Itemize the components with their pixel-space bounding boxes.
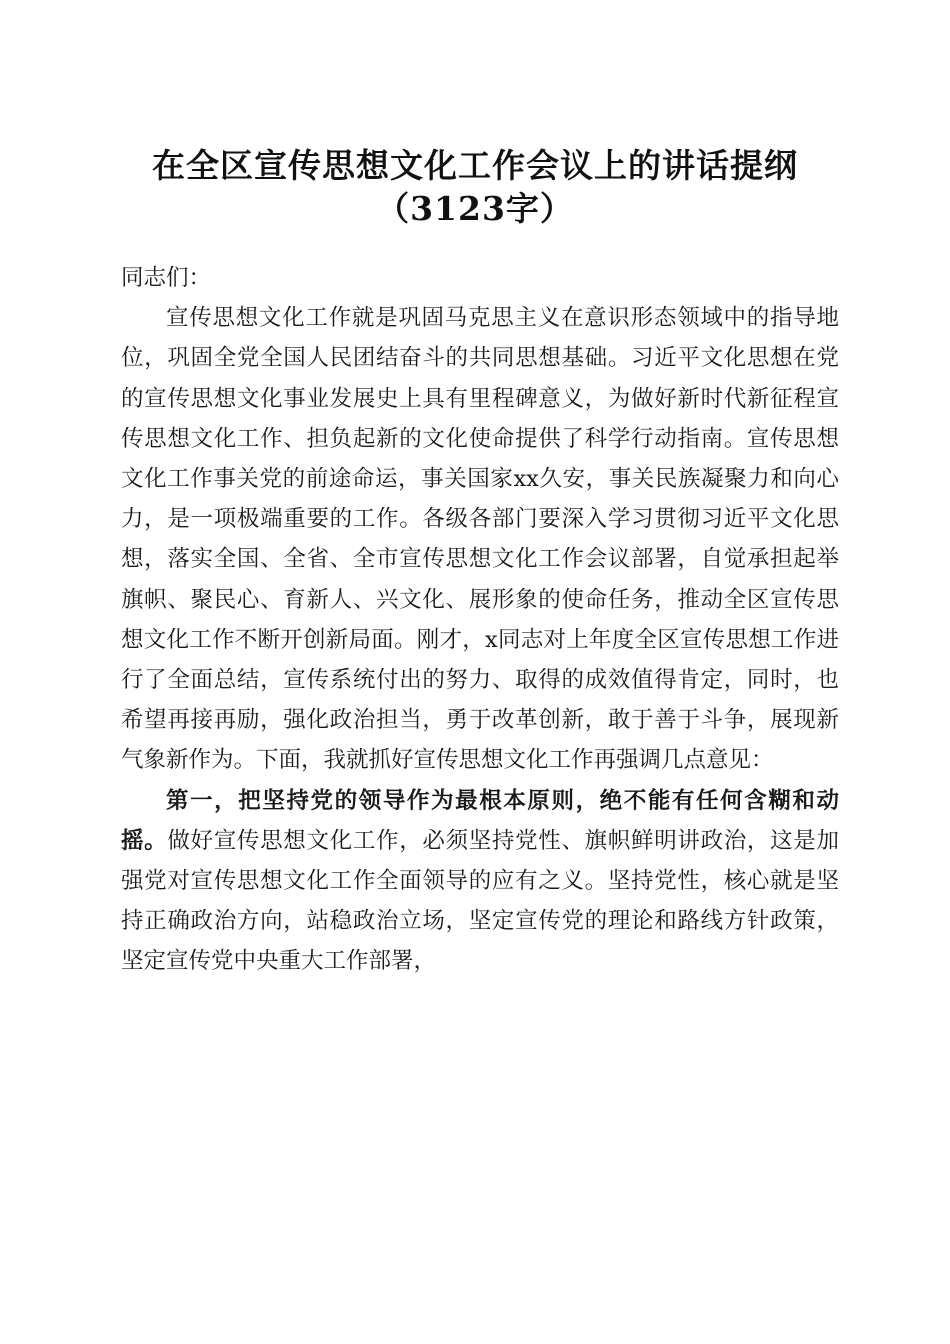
document-title: 在全区宣传思想文化工作会议上的讲话提纲 [152, 146, 798, 185]
paragraph-1: 宣传思想文化工作就是巩固马克思主义在意识形态领域中的指导地位，巩固全党全国人民团结奋斗的共同思想基础。习近平文化思想在党的宣传思想文化事业发展史上具有里程碑意义，为做好新时代新征程宣传思想文化工作、担负起新的文化使命提供了科学行动指南。宣传思想文化工作事关党的前途命运，事关国家xx久安，事关民族凝聚力和向心力，是一项极端重要的工作。各级各部门要深入学习贯彻习近平文化思想，落实全国、全省、全市宣传思想文化工作会议部署，自觉承担起举旗帜、聚民心、育新人、兴文化、展形象的使命任务，推动全区宣传思想文化工作不断开创新局面。刚才，x同志对上年度全区宣传思想工作进行了全面总结，宣传系统付出的努力、取得的成效值得肯定，同时，也希望再接再励，强化政治担当，勇于改革创新，敢于善于斗争，展现新气象新作为。下面，我就抓好宣传思想文化工作再强调几点意见： [121, 305, 839, 774]
document-body [121, 258, 839, 982]
paragraph-2-body: 做好宣传思想文化工作，必须坚持党性、旗帜鲜明讲政治，这是加强党对宣传思想文化工作全面领导的应有之义。坚持党性，核心就是坚持正确政治方向，站稳政治立场，坚定宣传党的理论和路线方针政策，坚定宣传党中央重大工作部署， [121, 827, 839, 975]
paragraph-2-lead: 第一，把坚持党的领导作为最根本原则，绝不能有任何含糊和动摇。 [121, 787, 839, 854]
salutation: 同志们： [121, 265, 212, 291]
paragraph-2 [121, 781, 839, 982]
document-subtitle: （3123字） [376, 189, 574, 228]
